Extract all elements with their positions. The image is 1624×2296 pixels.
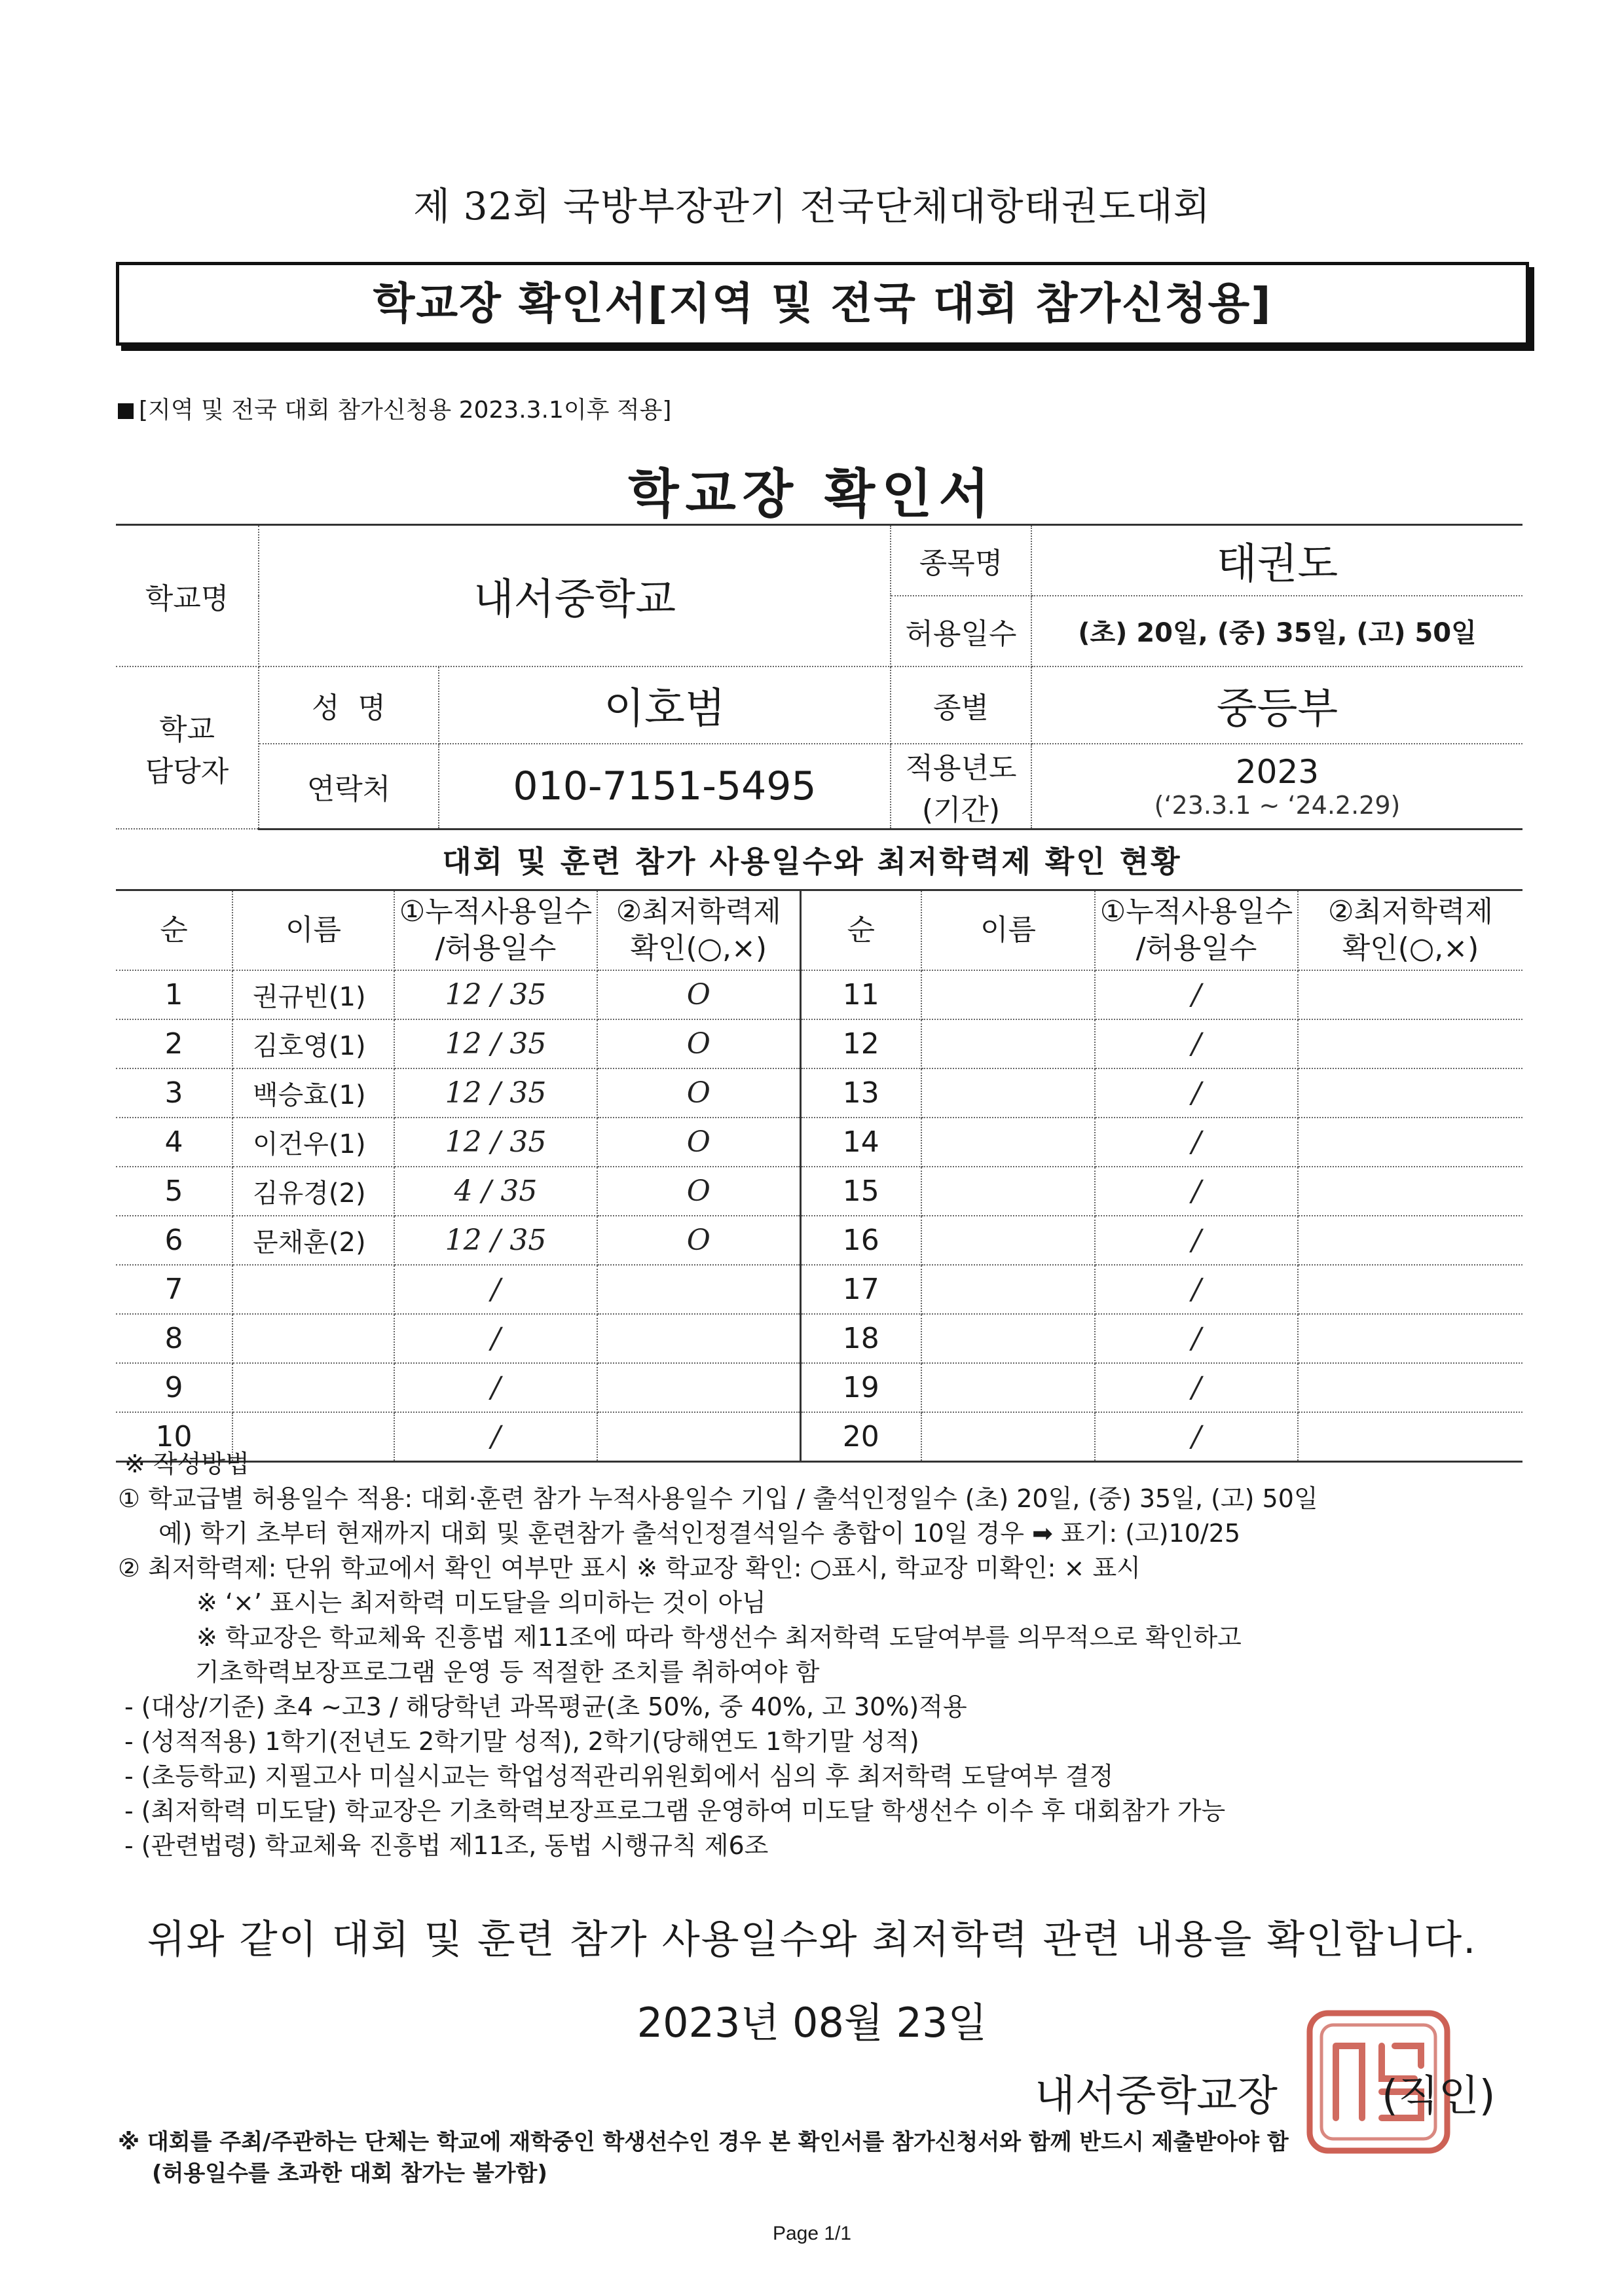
days-cell: / [1095,1167,1298,1216]
header-name-left: 이름 [232,890,394,971]
athlete-roster-table [116,889,1522,1463]
applicability-note-text: [지역 및 전국 대회 참가신청용 2023.3.1이후 적용] [139,397,672,424]
name-cell [232,1265,394,1314]
school-name-value: 내서중학교 [259,525,891,666]
days-cell: 12 / 35 [394,1019,597,1068]
footnote-line-2: (허용일수를 초과한 대회 참가는 불가함) [152,2160,547,2187]
academic-check-cell [1298,1216,1522,1265]
instruction-line: - (대상/기준) 초4 ~고3 / 해당학년 과목평균(초 50%, 중 40%, 고 30%)적용 [124,1692,967,1721]
instructions-block [118,1447,1519,1863]
footnote [118,2126,1526,2189]
academic-check-cell [1298,1363,1522,1412]
applicability-note [118,392,671,425]
name-cell: 문채훈(2) [232,1216,394,1265]
academic-check-cell [1298,1314,1522,1363]
no-cell: 5 [116,1167,232,1216]
academic-check-cell: O [597,970,800,1019]
days-cell: / [1095,1363,1298,1412]
sport-value: 태권도 [1031,525,1522,596]
instruction-line: - (성적적용) 1학기(전년도 2학기말 성적), 2학기(당해연도 1학기말 성적) [124,1727,919,1756]
name-cell [921,970,1095,1019]
header-days-right [1095,890,1298,971]
no-cell: 9 [116,1363,232,1412]
academic-check-cell: O [597,1216,800,1265]
header-days-left [394,890,597,971]
table-row [116,1314,1522,1363]
no-cell: 3 [116,1068,232,1118]
no-cell: 2 [116,1019,232,1068]
footnote-line-1: ※ 대회를 주최/주관하는 단체는 학교에 재학중인 학생선수인 경우 본 확인서를 참가신청서와 함께 반드시 제출받아야 함 [118,2129,1289,2155]
school-info-table [116,524,1522,830]
manager-name-value: 이호범 [439,666,891,744]
header-academic-right-line-2: 확인(○,×) [1342,932,1479,965]
name-cell [232,1363,394,1412]
year-value [1031,744,1522,829]
page-number: Page 1/1 [772,2223,852,2244]
header-no-left: 순 [116,890,232,971]
table-row [116,1167,1522,1216]
days-cell: 12 / 35 [394,970,597,1019]
seal-label: (직인) [1382,2072,1496,2121]
academic-check-cell [597,1363,800,1412]
table-row [116,1118,1522,1167]
no-cell: 16 [800,1216,921,1265]
table-row [116,1363,1522,1412]
header-days-right-line-2: /허용일수 [1135,932,1257,965]
days-cell: / [1095,970,1298,1019]
header-no-right: 순 [800,890,921,971]
academic-check-cell [1298,1167,1522,1216]
name-cell [921,1167,1095,1216]
instruction-line: 예) 학기 초부터 현재까지 대회 및 훈련참가 출석인정결석일수 총합이 10일 경우 ➡ 표기: (고)10/25 [158,1519,1241,1548]
contact-label: 연락처 [259,744,439,829]
no-cell: 10 [116,1412,232,1462]
name-cell [921,1068,1095,1118]
instruction-line: - (관련법령) 학교체육 진흥법 제11조, 동법 시행규칙 제6조 [124,1831,769,1860]
header-days-left-line-1: ①누적사용일수 [399,895,593,928]
academic-check-cell [1298,1118,1522,1167]
academic-check-cell [597,1265,800,1314]
name-cell [921,1363,1095,1412]
name-cell: 권규빈(1) [232,970,394,1019]
name-cell: 김호영(1) [232,1019,394,1068]
no-cell: 15 [800,1167,921,1216]
no-cell: 13 [800,1068,921,1118]
document-header-box [116,262,1529,346]
year-label-line-2: (기간) [921,793,1001,827]
allowed-days-label: 허용일수 [891,596,1031,666]
name-cell: 백승효(1) [232,1068,394,1118]
academic-check-cell [1298,1019,1522,1068]
no-cell: 18 [800,1314,921,1363]
no-cell: 12 [800,1019,921,1068]
year-value-number: 2023 [1235,752,1320,791]
year-period: (‘23.3.1 ~ ‘24.2.29) [1154,790,1401,820]
no-cell: 20 [800,1412,921,1462]
sport-label: 종목명 [891,525,1031,596]
allowed-days-value: (초) 20일, (중) 35일, (고) 50일 [1031,596,1522,666]
table-row [116,1265,1522,1314]
instruction-line: - (초등학교) 지필고사 미실시교는 학업성적관리위원회에서 심의 후 최저학력 도달여부 결정 [124,1762,1114,1791]
category-label: 종별 [891,666,1031,744]
days-cell: / [1095,1314,1298,1363]
academic-check-cell [1298,970,1522,1019]
name-cell [921,1216,1095,1265]
days-cell: 12 / 35 [394,1068,597,1118]
name-cell [921,1118,1095,1167]
no-cell: 7 [116,1265,232,1314]
contact-value: 010-7151-5495 [439,744,891,829]
academic-check-cell: O [597,1068,800,1118]
manager-name-label: 성 명 [259,666,439,744]
header-days-left-line-2: /허용일수 [435,932,557,965]
name-cell [921,1019,1095,1068]
manager-label-line-1: 학교 [158,712,215,746]
name-cell: 이건우(1) [232,1118,394,1167]
table-row [116,1019,1522,1068]
name-cell: 김유경(2) [232,1167,394,1216]
days-cell: / [394,1412,597,1462]
days-cell: / [394,1314,597,1363]
days-cell: 12 / 35 [394,1118,597,1167]
school-name-label: 학교명 [116,525,259,666]
year-label-line-1: 적용년도 [905,751,1017,785]
days-cell: 12 / 35 [394,1216,597,1265]
manager-label-line-2: 담당자 [145,754,229,788]
event-title: 제 32회 국방부장관기 전국단체대항태권도대회 [413,184,1211,228]
no-cell: 4 [116,1118,232,1167]
days-cell: / [1095,1265,1298,1314]
form-title: 학교장 확인서 [628,464,996,524]
header-days-right-line-1: ①누적사용일수 [1099,895,1293,928]
no-cell: 8 [116,1314,232,1363]
no-cell: 19 [800,1363,921,1412]
academic-check-cell [597,1314,800,1363]
no-cell: 14 [800,1118,921,1167]
instruction-line: 기초학력보장프로그램 운영 등 적절한 조치를 취하여야 함 [195,1658,820,1686]
issue-date: 2023년 08월 23일 [637,1999,987,2047]
no-cell: 6 [116,1216,232,1265]
days-cell: / [1095,1068,1298,1118]
days-cell: 4 / 35 [394,1167,597,1216]
name-cell [921,1314,1095,1363]
header-academic-right [1298,890,1522,971]
manager-label [116,666,259,829]
academic-check-cell [1298,1068,1522,1118]
instructions-heading: ※ 작성방법 [124,1449,249,1478]
days-cell: / [1095,1019,1298,1068]
header-academic-left-line-1: ②최저학력제 [616,895,781,928]
no-cell: 1 [116,970,232,1019]
confirmation-statement: 위와 같이 대회 및 훈련 참가 사용일수와 최저학력 관련 내용을 확인합니다. [147,1917,1477,1963]
section-title: 대회 및 훈련 참가 사용일수와 최저학력제 확인 현황 [442,844,1182,879]
days-cell: / [394,1363,597,1412]
principal-title: 내서중학교장 [1035,2072,1278,2121]
days-cell: / [394,1265,597,1314]
academic-check-cell: O [597,1167,800,1216]
table-row [116,1216,1522,1265]
category-value: 중등부 [1031,666,1522,744]
header-academic-right-line-1: ②최저학력제 [1328,895,1493,928]
header-name-right: 이름 [921,890,1095,971]
name-cell [921,1265,1095,1314]
days-cell: / [1095,1412,1298,1462]
year-label [891,744,1031,829]
instruction-line: ② 최저학력제: 단위 학교에서 확인 여부만 표시 ※ 학교장 확인: ○표시, 학교장 미확인: × 표시 [118,1554,1141,1582]
table-row [116,1068,1522,1118]
days-cell: / [1095,1216,1298,1265]
no-cell: 17 [800,1265,921,1314]
instruction-line: ※ ‘×’ 표시는 최저학력 미도달을 의미하는 것이 아님 [196,1588,766,1617]
academic-check-cell [1298,1265,1522,1314]
days-cell: / [1095,1118,1298,1167]
document-header-title: 학교장 확인서[지역 및 전국 대회 참가신청용] [373,278,1272,329]
no-cell: 11 [800,970,921,1019]
header-academic-left-line-2: 확인(○,×) [630,932,767,965]
header-academic-left [597,890,800,971]
academic-check-cell: O [597,1118,800,1167]
square-bullet-icon [118,403,134,419]
instruction-line: ① 학교급별 허용일수 적용: 대회·훈련 참가 누적사용일수 기입 / 출석인정일수 (초) 20일, (중) 35일, (고) 50일 [118,1484,1318,1513]
name-cell [232,1314,394,1363]
table-row [116,970,1522,1019]
academic-check-cell: O [597,1019,800,1068]
instruction-line: - (최저학력 미도달) 학교장은 기초학력보장프로그램 운영하여 미도달 학생선수 이수 후 대회참가 가능 [124,1796,1226,1825]
instruction-line: ※ 학교장은 학교체육 진흥법 제11조에 따라 학생선수 최저학력 도달여부를 의무적으로 확인하고 [196,1623,1242,1652]
